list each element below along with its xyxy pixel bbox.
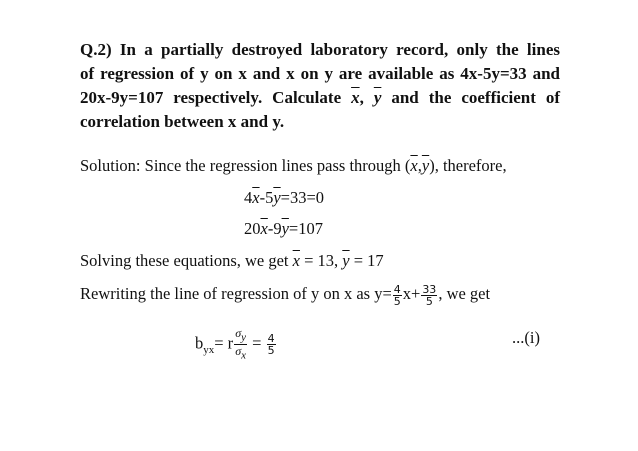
fraction-33-5: $\frac{33}{5}$ [422,282,437,308]
question-block [80,38,560,134]
question-line-4: correlation between x and y. [80,112,285,131]
sigma-fraction: $\frac{\sigma_y}{\sigma_x}$ [235,326,246,362]
equation-2: $20\overline{x}-9\overline{y}=107$ [244,219,323,238]
equation-reference: ...(i) [512,328,540,347]
fraction-byx-4-5: $\frac{4}{5}$ [267,332,275,358]
question-line-3: 20x-9y=107 respectively. Calculate $\overline{x}$, $\overline{y}$ and the coefficient of [80,88,561,107]
y-bar: $\overline{y}$ [373,88,382,107]
question-line-1: Q.2) In a partially destroyed laboratory record, only the lines [80,40,560,59]
question-line-2: of regression of y on x and x on y are available as 4x-5y=33 and [80,64,560,83]
fraction-4-5: $\frac{4}{5}$ [393,282,401,308]
solving-line: Solving these equations, we get $\overline{x} = 13$, $\overline{y} = 17$ [80,251,384,270]
x-bar: $\overline{x}$ [351,88,360,107]
equation-1: $4\overline{x}-5\overline{y}=33=0$ [244,188,325,207]
solution-intro: Solution: Since the regression lines pass through $(\overline{x},\overline{y})$, therefore, [80,156,507,175]
rewrite-line: Rewriting the line of regression of y on x as y= $\frac{4}{5}$ x+ $\frac{33}{5}$ , we get [80,282,491,308]
byx-line: $b_{yx}= r$ $\frac{\sigma_y}{\sigma_x}$ = $\frac{4}{5}$ [195,326,275,362]
